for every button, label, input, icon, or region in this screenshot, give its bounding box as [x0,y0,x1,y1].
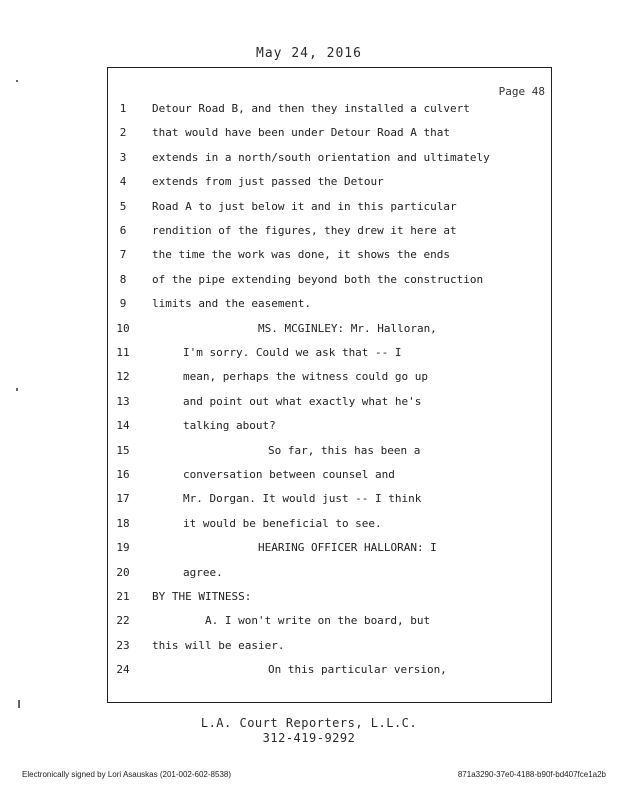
line-text: Detour Road B, and then they installed a culvert [152,102,470,115]
document-hash: 871a3290-37e0-4188-b90f-bd407fce1a2b [457,770,606,779]
transcript-line [108,614,551,632]
line-number: 11 [116,346,130,359]
court-reporter-phone: 312-419-9292 [262,731,356,745]
line-number: 10 [116,321,130,335]
transcript-line [108,590,551,608]
transcript-line [108,200,551,218]
line-text: So far, this has been a [268,443,421,457]
transcript-line [108,346,551,364]
transcript-line [108,517,551,535]
transcript-line [108,444,551,462]
scan-speck [16,388,18,391]
line-number: 24 [116,663,130,677]
line-number: 19 [116,541,130,555]
transcript-line [108,468,551,486]
court-reporter-company: L.A. Court Reporters, L.L.C. [200,716,418,730]
line-text: I'm sorry. Could we ask that -- I [183,346,402,359]
line-number: 4 [119,175,127,189]
line-text: On this particular version, [268,663,447,677]
transcript-line [108,273,551,291]
transcript-line [108,419,551,437]
line-number: 20 [116,565,130,579]
line-text: of the pipe extending beyond both the construction [152,272,484,286]
transcript-line [108,224,551,242]
line-number: 21 [116,590,130,603]
line-text: that would have been under Detour Road A that [152,126,451,140]
transcript-line [108,297,551,315]
transcript-line [108,370,551,388]
line-number: 13 [116,394,130,408]
transcript-line [108,322,551,340]
page-number: Page 48 [498,85,545,98]
line-text: BY THE WITNESS: [152,590,252,603]
line-number: 6 [119,224,127,237]
line-number: 12 [116,370,130,384]
transcript-line [108,639,551,657]
transcript-line [108,395,551,413]
line-text: A. I won't write on the board, but [205,614,431,628]
line-number: 18 [116,516,130,530]
line-number: 5 [119,199,127,213]
transcript-line [108,175,551,193]
line-number: 22 [116,614,130,628]
line-text: the time the work was done, it shows the ends [152,248,451,262]
line-number: 7 [119,248,127,262]
line-text: this will be easier. [152,638,285,652]
line-text: Mr. Dorgan. It would just -- I think [183,492,422,506]
line-number: 23 [116,638,130,652]
transcript-line [108,492,551,510]
transcript-line [108,541,551,559]
transcript-date: May 24, 2016 [256,46,362,61]
line-text: mean, perhaps the witness could go up [183,370,429,384]
scan-speck [16,80,18,82]
line-text: it would be beneficial to see. [183,516,382,530]
line-number: 1 [119,102,127,115]
electronic-signature: Electronically signed by Lori Asauskas (201-002-602-8538) [22,770,232,779]
transcript-line [108,102,551,120]
line-text: and point out what exactly what he's [183,394,422,408]
line-number: 3 [119,150,127,164]
line-text: talking about? [183,419,276,433]
transcript-line [108,126,551,144]
line-number: 15 [116,443,130,457]
line-number: 9 [119,297,127,311]
reporter-footer [0,716,618,746]
line-text: limits and the easement. [152,297,311,311]
line-text: HEARING OFFICER HALLORAN: I [258,541,437,555]
transcript-line [108,566,551,584]
line-number: 8 [119,272,127,286]
transcript-page-frame [107,67,552,703]
line-text: rendition of the figures, they drew it here at [152,224,457,237]
line-number: 2 [119,126,127,140]
line-text: conversation between counsel and [183,468,395,481]
transcript-line [108,151,551,169]
line-text: extends from just passed the Detour [152,175,384,189]
transcript-line [108,248,551,266]
line-number: 16 [116,468,130,481]
line-text: agree. [183,565,223,579]
line-text: MS. MCGINLEY: Mr. Halloran, [258,321,437,335]
line-text: extends in a north/south orientation and ultimately [152,150,490,164]
scan-speck [18,700,20,708]
line-text: Road A to just below it and in this particular [152,199,457,213]
line-number: 14 [116,419,130,433]
transcript-line [108,663,551,681]
line-number: 17 [116,492,130,506]
